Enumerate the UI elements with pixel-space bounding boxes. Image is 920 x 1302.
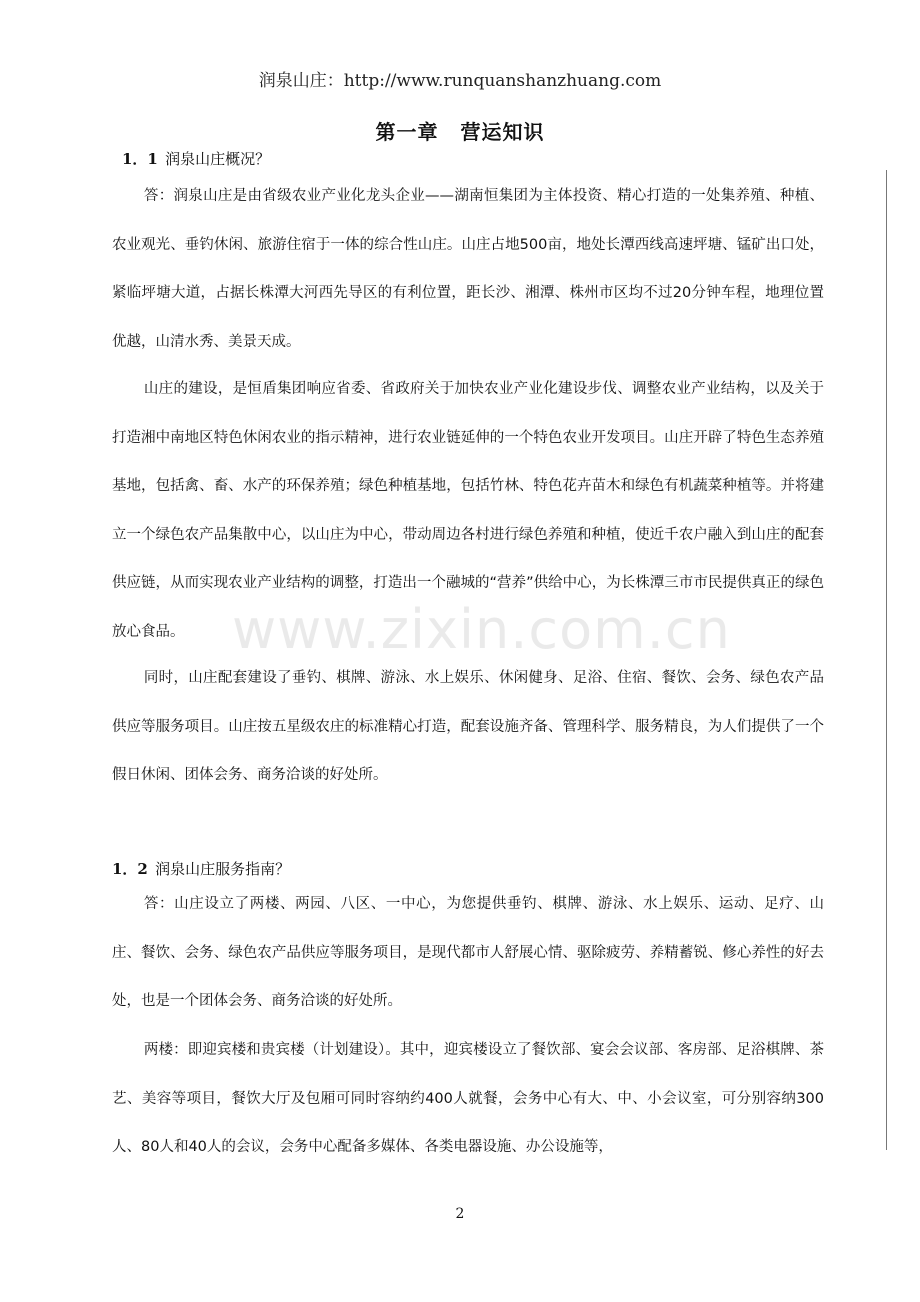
paragraph-facilities: 同时，山庄配套建设了垂钓、棋牌、游泳、水上娱乐、休闲健身、足浴、住宿、餐饮、会务、绿色农产品供应等服务项目。山庄按五星级农庄的标准精心打造，配套设施齐备、管理科学、服务精良，为人们提供了一个假日休闲、团体会务、商务洽谈的好处所。: [112, 670, 824, 784]
paragraph-construction: 山庄的建设，是恒盾集团响应省委、省政府关于加快农业产业化建设步伐、调整农业产业结构，以及关于打造湘中南地区特色休闲农业的指示精神，进行农业链延伸的一个特色农业开发项目。山庄开辟了特色生态养殖基地，包括禽、畜、水产的环保养殖；绿色种植基地，包括竹林、特色花卉苗木和绿色有机蔬菜种植等。并将建立一个绿色农产品集散中心，以山庄为中心，带动周边各村进行绿色养殖和种植，使近千农户融入到山庄的配套供应链，从而实现农业产业结构的调整，打造出一个融城的“营养”供给中心，为长株潭三市市民提供真正的绿色放心食品。: [112, 381, 824, 640]
chapter-name: 营运知识: [460, 120, 545, 144]
paragraph-overview: 答：润泉山庄是由省级农业产业化龙头企业——湖南恒集团为主体投资、精心打造的一处集养殖、种植、农业观光、垂钓休闲、旅游住宿于一体的综合性山庄。山庄占地500亩，地处长潭西线高速坪塘、锰矿出口处，紧临坪塘大道，占据长株潭大河西先导区的有利位置，距长沙、湘潭、株州市区均不过20分钟车程，地理位置优越，山清水秀、美景天成。: [112, 188, 824, 350]
section-title: 润泉山庄概况？: [165, 150, 271, 168]
page-header: 润泉山庄：http://www.runquanshanzhuang.com: [258, 71, 662, 91]
section-number: 1．1: [122, 150, 158, 168]
chapter-label: 第一章: [375, 120, 439, 144]
section-title: 润泉山庄服务指南？: [155, 860, 291, 878]
section-number: 1．2: [112, 860, 148, 878]
page-number: 2: [455, 1206, 465, 1222]
section-heading-1-1: [122, 148, 270, 169]
watermark: www.zixin.com.cn: [232, 598, 731, 661]
paragraph-two-buildings: 两楼：即迎宾楼和贵宾楼（计划建设）。其中，迎宾楼设立了餐饮部、宴会会议部、客房部、足浴棋牌、茶艺、美容等项目，餐饮大厅及包厢可同时容纳约400人就餐，会务中心有大、中、小会议室，可分别容纳300人、80人和40人的会议，会务中心配备多媒体、各类电器设施、办公设施等，: [112, 1042, 824, 1156]
margin-rule: [886, 170, 887, 1150]
section-heading-1-2: [112, 858, 290, 879]
chapter-title: [0, 116, 920, 145]
paragraph-service-guide: 答：山庄设立了两楼、两园、八区、一中心，为您提供垂钓、棋牌、游泳、水上娱乐、运动、足疗、山庄、餐饮、会务、绿色农产品供应等服务项目，是现代都市人舒展心情、驱除疲劳、养精蓄锐、修心养性的好去处，也是一个团体会务、商务洽谈的好处所。: [112, 896, 824, 1010]
